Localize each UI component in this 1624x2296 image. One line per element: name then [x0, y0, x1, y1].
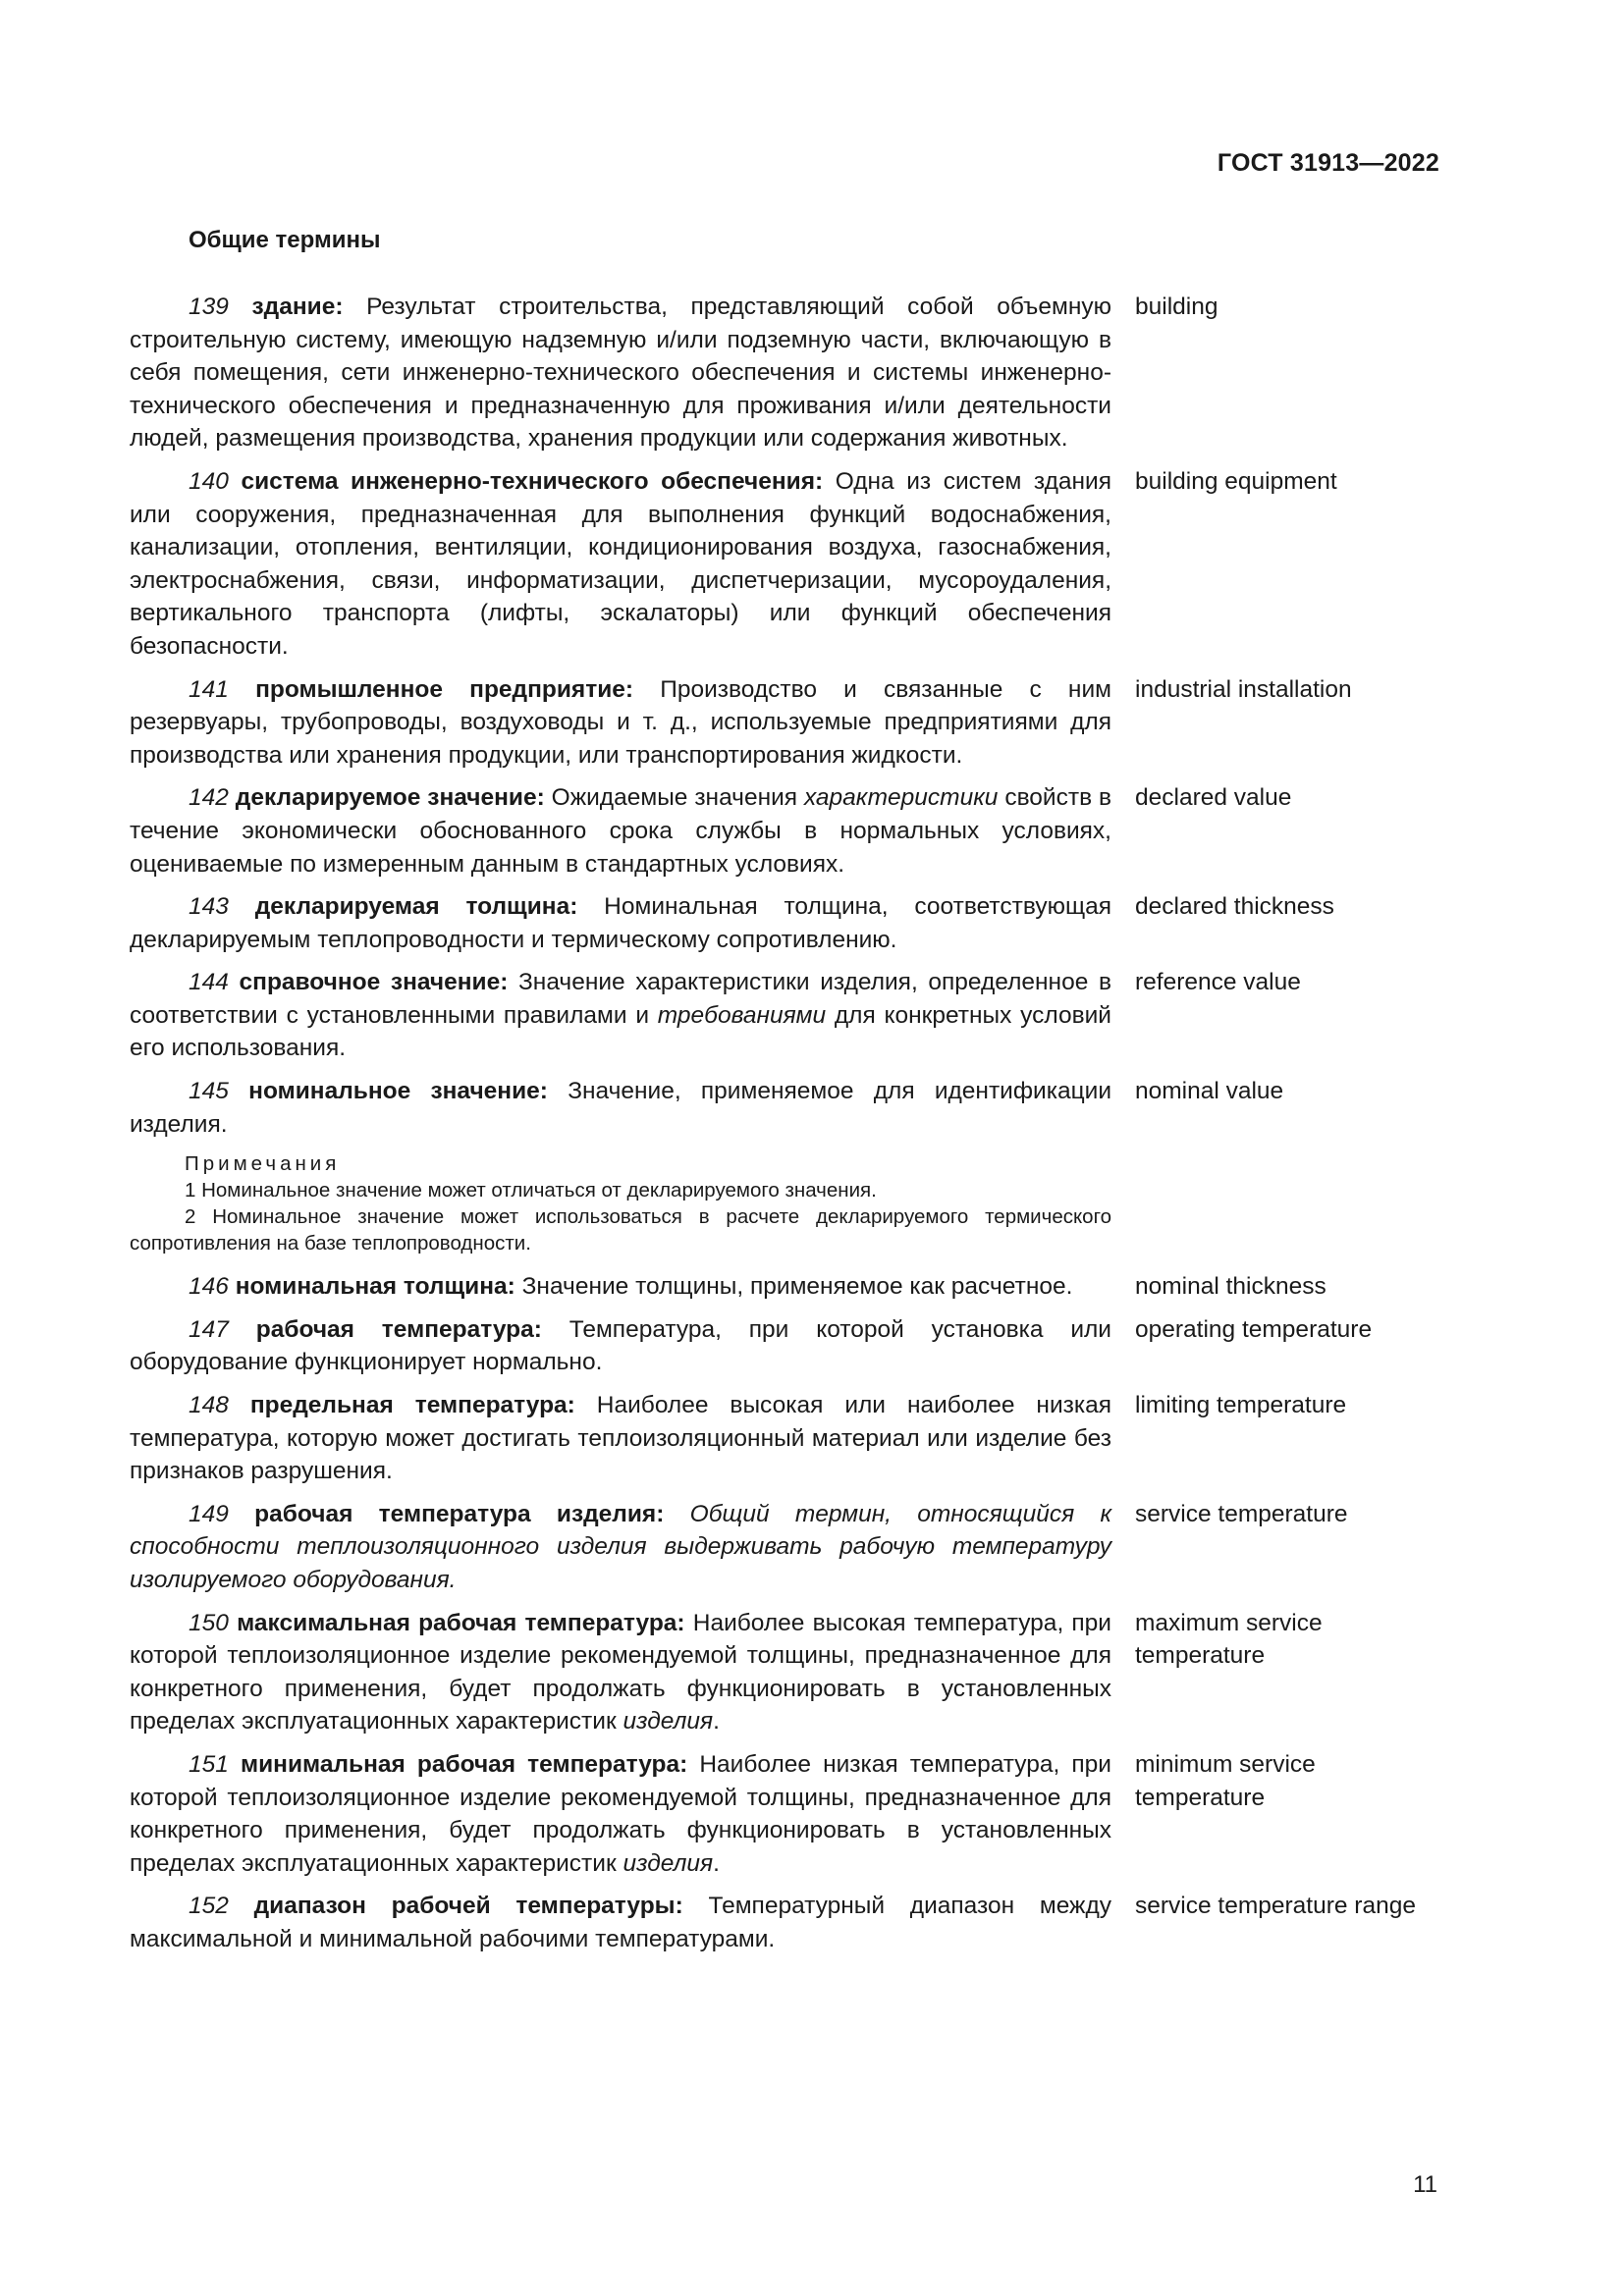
term-name: номинальная толщина:: [235, 1273, 515, 1301]
english-term: maximum service temperature: [1135, 1609, 1323, 1670]
term-entry: [130, 465, 1445, 664]
english-term: declared value: [1135, 784, 1292, 812]
term-name: здание:: [251, 294, 344, 320]
definition-text: Одна из систем здания или сооружения, предназначенная для выполнения функций водоснабжения, канализации, отопления, вентиляции, кондиционирования воздуха, газоснабжения, электроснабжения, связи, информатизации, диспетчеризации, мусороудаления, вертикального транспорта (лифты, эскалаторы) или функций обеспечения безопасности.: [130, 467, 1111, 660]
term-definition: [130, 1890, 1111, 1955]
term-definition: [130, 966, 1111, 1065]
term-name: номинальное значение:: [248, 1078, 548, 1105]
definition-text: Наиболее низкая температура, при которой теплоизоляционное изделие рекомендуемой толщины, предназначенное для конкретного применения, будет продолжать функционировать в установленных пределах эксплуатационных характеристик: [130, 1750, 1111, 1877]
term-number: 151: [189, 1750, 229, 1778]
terms-list-a: [130, 291, 1445, 1141]
term-definition: [130, 673, 1111, 773]
term-definition: [130, 1607, 1111, 1738]
term-definition: [130, 1389, 1111, 1488]
definition-text-end: свойств в течение экономически обоснованного срока службы в нормальных условиях, оцениваемые по измеренным данным в стандартных условиях.: [130, 784, 1112, 878]
term-name: декларируемая толщина:: [254, 893, 578, 921]
term-entry: [130, 1607, 1445, 1738]
definition-emphasis: изделия: [623, 1708, 714, 1735]
term-name: декларируемое значение:: [235, 784, 545, 812]
term-definition: [130, 1270, 1111, 1304]
term-definition: [130, 291, 1111, 455]
english-term: industrial installation: [1135, 675, 1352, 703]
term-name: промышленное предприятие:: [255, 675, 634, 703]
term-number: 149: [189, 1500, 229, 1527]
document-header: ГОСТ 31913—2022: [1217, 149, 1439, 177]
term-definition: [130, 1075, 1111, 1141]
english-term: declared thickness: [1135, 893, 1334, 921]
definition-text: Температурный диапазон между максимальной и минимальной рабочими температурами.: [130, 1893, 1111, 1952]
english-term: building: [1135, 294, 1218, 320]
english-term: nominal value: [1135, 1078, 1284, 1105]
term-name: система инженерно-технического обеспечения:: [241, 467, 824, 495]
definition-text-end: .: [713, 1849, 720, 1877]
note-item: 2 Номинальное значение может использоваться в расчете декларируемого термического сопротивления на базе теплопроводности.: [130, 1205, 1111, 1255]
definition-emphasis: Общий термин, относящийся к способности теплоизоляционного изделия выдерживать рабочую температуру изолируемого оборудования.: [130, 1500, 1112, 1593]
term-entry: [130, 1075, 1445, 1141]
english-term: reference value: [1135, 969, 1301, 996]
term-entry: [130, 1748, 1445, 1880]
page-number: 11: [1413, 2171, 1437, 2198]
term-name: максимальная рабочая температура:: [237, 1609, 685, 1636]
term-number: 148: [189, 1392, 229, 1419]
definition-text: Производство и связанные с ним резервуары, трубопроводы, воздуховоды и т. д., используемые предприятиями для производства или хранения продукции, или транспортирования жидкости.: [130, 675, 1111, 769]
term-entry: [130, 1313, 1445, 1379]
term-name: предельная температура:: [249, 1392, 575, 1419]
term-entry: [130, 1498, 1445, 1597]
definition-text: Значение толщины, применяемое как расчетное.: [514, 1273, 1073, 1301]
term-number: 145: [189, 1078, 229, 1105]
term-name: минимальная рабочая температура:: [240, 1750, 688, 1778]
definition-text-end: для конкретных условий его использования.: [130, 1001, 1111, 1062]
definition-text: [664, 1501, 689, 1527]
english-term: service temperature range: [1135, 1893, 1416, 1920]
english-term: nominal thickness: [1135, 1273, 1326, 1301]
term-entry: [130, 966, 1445, 1065]
english-term: minimum service temperature: [1135, 1750, 1316, 1811]
term-name: рабочая температура изделия:: [254, 1500, 665, 1527]
notes-title: Примечания: [185, 1152, 341, 1176]
term-number: 141: [189, 675, 229, 703]
term-definition: [130, 465, 1111, 664]
term-entry: [130, 781, 1445, 881]
terms-section: [130, 224, 1445, 1966]
english-term: building equipment: [1135, 467, 1337, 495]
term-entry: [130, 673, 1445, 773]
term-name: рабочая температура:: [255, 1315, 542, 1343]
definition-emphasis: изделия: [623, 1849, 714, 1877]
term-definition: [130, 1748, 1111, 1880]
english-term: limiting temperature: [1135, 1392, 1347, 1419]
term-number: 144: [189, 969, 229, 996]
terms-list-b: [130, 1270, 1445, 1955]
term-number: 152: [189, 1893, 229, 1920]
definition-text: Значение, применяемое для идентификации изделия.: [130, 1078, 1112, 1138]
english-term: service temperature: [1135, 1500, 1348, 1527]
definition-text: Результат строительства, представляющий собой объемную строительную систему, имеющую надземную и/или подземную части, включающую в себя помещения, сети инженерно-технического обеспечения и системы инженерно-технического обеспечения и предназначенную для проживания и/или деятельности людей, размещения производства, хранения продукции или содержания животных.: [130, 294, 1111, 453]
term-name: диапазон рабочей температуры:: [253, 1893, 683, 1920]
term-definition: [130, 890, 1111, 956]
definition-text-end: .: [713, 1708, 720, 1735]
term-entry: [130, 1389, 1445, 1488]
term-entry: [130, 890, 1445, 956]
term-entry: [130, 1270, 1445, 1304]
notes-block: [130, 1150, 1111, 1256]
definition-text: Ожидаемые значения: [544, 784, 804, 812]
term-number: 143: [189, 893, 229, 921]
section-title: Общие термины: [189, 227, 381, 253]
term-number: 140: [189, 467, 229, 495]
term-definition: [130, 1313, 1111, 1379]
definition-text: Температура, при которой установка или оборудование функционирует нормально.: [130, 1315, 1111, 1376]
term-name: справочное значение:: [239, 969, 509, 996]
definition-text: Номинальная толщина, соответствующая декларируемым теплопроводности и термическому сопротивлению.: [130, 893, 1111, 953]
definition-emphasis: характеристики: [803, 784, 999, 812]
term-definition: [130, 781, 1111, 881]
english-term: operating temperature: [1135, 1315, 1373, 1343]
term-definition: [130, 1498, 1111, 1597]
term-number: 146: [189, 1273, 229, 1301]
definition-text: Значение характеристики изделия, определенное в соответствии с установленными правилами и: [130, 969, 1111, 1029]
term-number: 150: [189, 1609, 229, 1636]
note-item: 1 Номинальное значение может отличаться от декларируемого значения.: [185, 1179, 877, 1202]
definition-emphasis: требованиями: [657, 1001, 827, 1029]
definition-text: Наиболее высокая температура, при которой теплоизоляционное изделие рекомендуемой толщины, предназначенное для конкретного применения, будет продолжать функционировать в установленных пределах эксплуатационных характеристик: [130, 1609, 1111, 1735]
term-entry: [130, 291, 1445, 455]
definition-text: Наиболее высокая или наиболее низкая температура, которую может достигать теплоизоляционный материал или изделие без признаков разрушения.: [130, 1392, 1112, 1485]
term-entry: [130, 1890, 1445, 1955]
term-number: 139: [189, 294, 229, 320]
term-number: 142: [189, 784, 229, 812]
term-number: 147: [189, 1315, 229, 1343]
